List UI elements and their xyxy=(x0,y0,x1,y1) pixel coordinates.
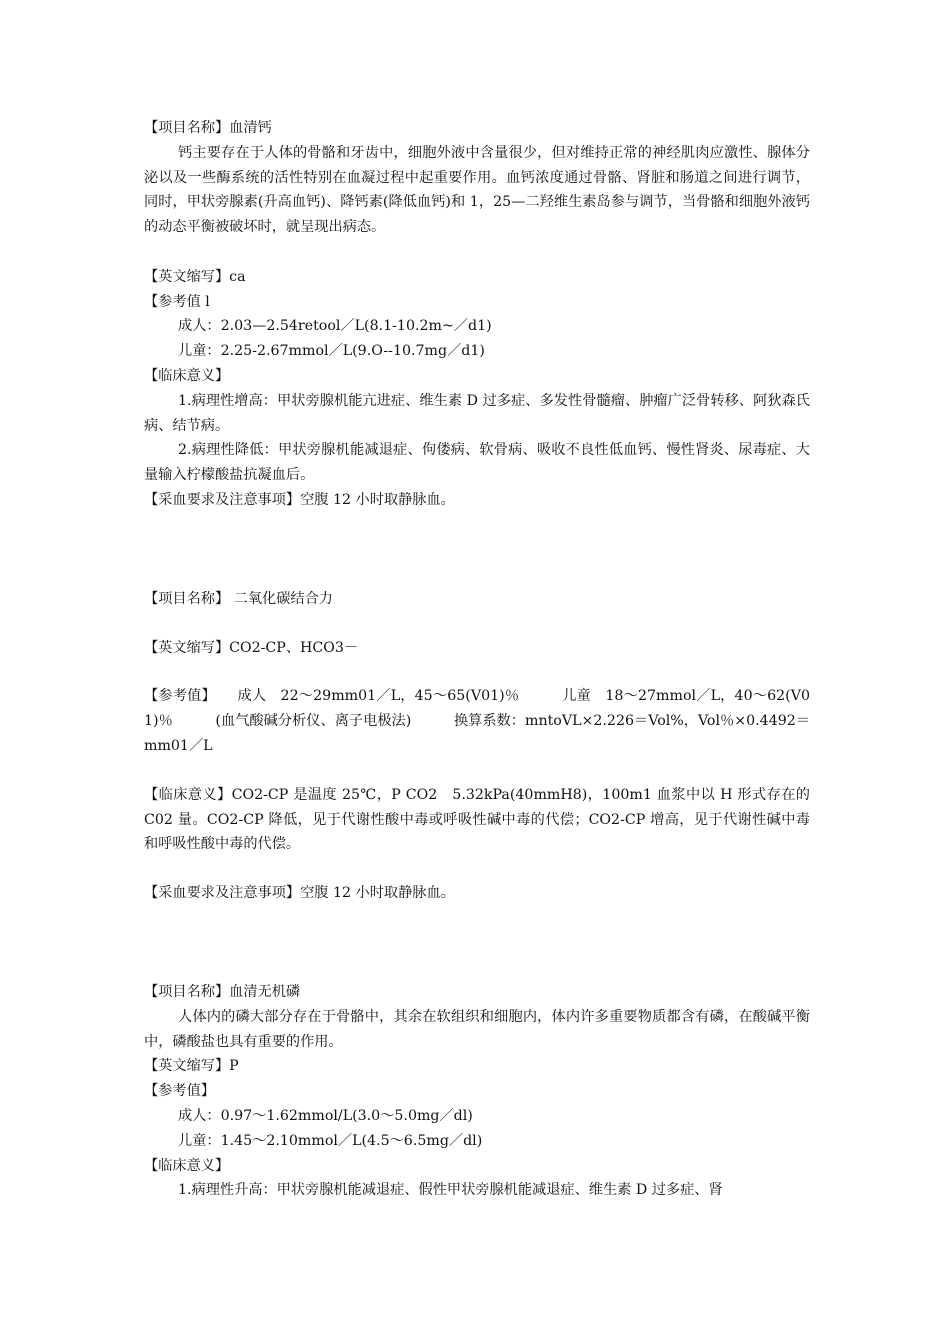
clinical-point-2: 2.病理性降低：甲状旁腺机能减退症、佝偻病、软骨病、吸收不良性低血钙、慢性肾炎、尿毒症、大量输入柠檬酸盐抗凝血后。 xyxy=(144,442,810,484)
section-co2-combining-power xyxy=(144,587,810,906)
section-serum-calcium xyxy=(144,116,810,513)
reference-label: 【参考值】 xyxy=(144,1083,215,1100)
document-body xyxy=(144,116,810,1203)
item-description: 钙主要存在于人体的骨骼和牙齿中，细胞外液中含量很少，但对维持正常的神经肌肉应激性、腺体分泌以及一些酶系统的活性特别在血凝过程中起重要作用。血钙浓度通过骨骼、肾脏和肠道之间进行调节，同时，甲状旁腺素(升高血钙)、降钙素(降低血钙)和 1，25—二羟维生素岛参与调节，当骨骼和细胞外液钙的动态平衡被破坏时，就呈现出病态。 xyxy=(144,144,810,236)
reference-label: 【参考值 l xyxy=(144,293,210,310)
item-title: 【项目名称】 二氧化碳结合力 xyxy=(144,590,333,607)
clinical-label: 【临床意义】 xyxy=(144,1157,230,1174)
reference-adult: 成人：2.03—2.54retool／L(8.1-10.2m~／d1) xyxy=(178,318,492,335)
clinical-point-1: 1.病理性升高：甲状旁腺机能减退症、假性甲状旁腺机能减退症、维生素 D 过多症、肾 xyxy=(178,1182,723,1199)
section-serum-phosphorus xyxy=(144,980,810,1203)
abbreviation: 【英文缩写】P xyxy=(144,1058,239,1075)
reference-adult: 成人：0.97～1.62mmol/L(3.0～5.0mg／dl) xyxy=(178,1107,473,1124)
item-title: 【项目名称】血清钙 xyxy=(144,120,272,136)
abbreviation: 【英文缩写】ca xyxy=(144,268,246,285)
clinical-point-1: 1.病理性增高：甲状旁腺机能亢进症、维生素 D 过多症、多发性骨髓瘤、肿瘤广泛骨转移、阿狄森氏病、结节病。 xyxy=(144,392,810,434)
clinical-significance: 【临床意义】CO2-CP 是温度 25℃，P CO2 5.32kPa(40mmH8)，100m1 血浆中以 H 形式存在的 C02 量。CO2-CP 降低，见于代谢性酸中毒或呼吸性碱中毒的代偿；CO2-CP 增高，见于代谢性碱中毒和呼吸性酸中毒的代偿。 xyxy=(144,786,810,853)
abbreviation: 【英文缩写】CO2-CP、HCO3－ xyxy=(144,639,359,656)
item-title: 【项目名称】血清无机磷 xyxy=(144,983,301,1000)
reference-values: 【参考值】 成人 22～29mm01／L，45～65(V01)％ 儿童 18～27mmol／L，40～62(V01)％ (血气酸碱分析仪、离子电极法) 换算系数：mntoVL×2.226＝Vol%，Vol％×0.4492＝mm01／L xyxy=(144,688,810,754)
item-description: 人体内的磷大部分存在于骨骼中，其余在软组织和细胞内，体内许多重要物质都含有磷，在酸碱平衡中，磷酸盐也具有重要的作用。 xyxy=(144,1008,810,1050)
reference-child: 儿童：1.45～2.10mmol／L(4.5～6.5mg／dl) xyxy=(178,1132,483,1149)
sampling-requirements: 【采血要求及注意事项】空腹 12 小时取静脉血。 xyxy=(144,885,455,902)
sampling-requirements: 【采血要求及注意事项】空腹 12 小时取静脉血。 xyxy=(144,491,455,508)
reference-child: 儿童：2.25-2.67mmol／L(9.O--10.7mg／d1) xyxy=(178,343,485,360)
clinical-label: 【临床意义】 xyxy=(144,367,230,384)
